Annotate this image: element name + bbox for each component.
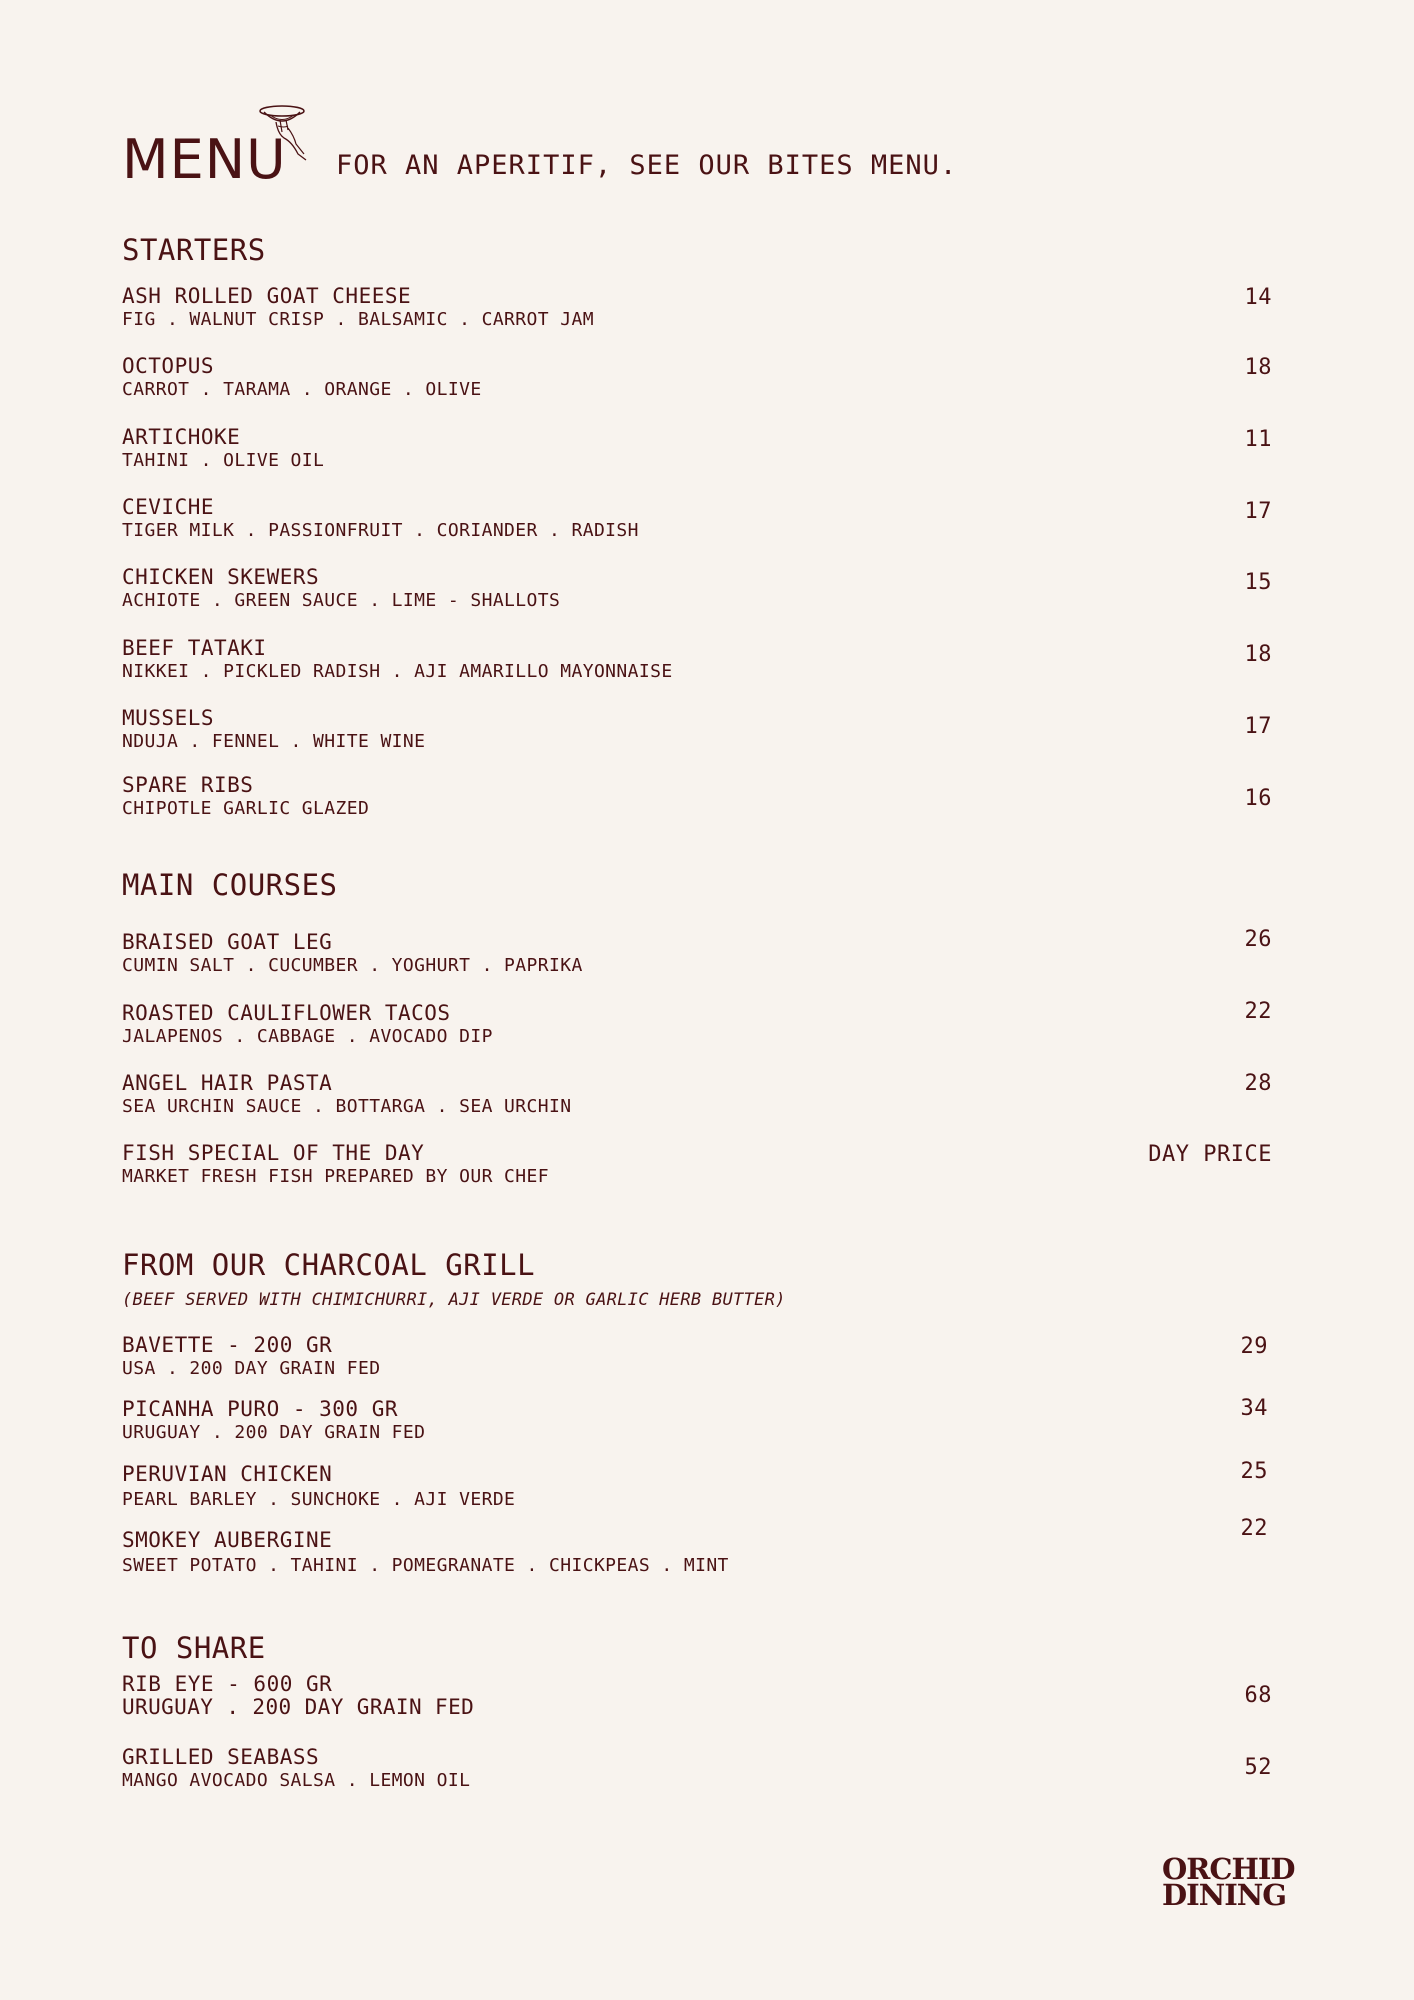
item-description: CUMIN SALT . CUCUMBER . YOGHURT . PAPRIKA [122, 955, 583, 976]
item-description: NDUJA . FENNEL . WHITE WINE [122, 731, 426, 752]
item-price: 14 [1244, 285, 1272, 310]
item-price: 17 [1244, 714, 1272, 739]
item-name: CHICKEN SKEWERS [122, 565, 320, 589]
item-price: 52 [1244, 1755, 1272, 1780]
item-name: SMOKEY AUBERGINE [122, 1528, 333, 1552]
item-description: TAHINI . OLIVE OIL [122, 450, 325, 471]
item-name: OCTOPUS [122, 354, 215, 378]
item-name: FISH SPECIAL OF THE DAY [122, 1141, 425, 1165]
section-note: (BEEF SERVED WITH CHIMICHURRI, AJI VERDE OR GARLIC HERB BUTTER) [122, 1290, 786, 1310]
menu-item [122, 1745, 1272, 1805]
item-price: 25 [1240, 1459, 1268, 1484]
item-name: BAVETTE - 200 GR [122, 1333, 333, 1357]
item-description: ACHIOTE . GREEN SAUCE . LIME - SHALLOTS [122, 590, 561, 611]
menu-item [122, 1397, 1272, 1457]
logo-line-2: DINING [1162, 1878, 1287, 1912]
item-description: TIGER MILK . PASSIONFRUIT . CORIANDER . RADISH [122, 520, 639, 541]
menu-item [122, 636, 1272, 696]
item-price: 68 [1244, 1683, 1272, 1708]
section-title-starters: STARTERS [122, 233, 266, 267]
menu-item [122, 1141, 1272, 1201]
logo-line-1: ORCHID [1162, 1852, 1295, 1886]
item-price: 28 [1244, 1071, 1272, 1096]
menu-item [122, 1333, 1272, 1393]
menu-item [122, 354, 1272, 414]
item-name: ROASTED CAULIFLOWER TACOS [122, 1001, 451, 1025]
menu-item [122, 1071, 1272, 1131]
item-description: SWEET POTATO . TAHINI . POMEGRANATE . CHICKPEAS . MINT [122, 1555, 729, 1576]
item-description: CHIPOTLE GARLIC GLAZED [122, 798, 370, 819]
item-name: ASH ROLLED GOAT CHEESE [122, 284, 412, 308]
item-price: 18 [1244, 355, 1272, 380]
item-name: BRAISED GOAT LEG [122, 930, 333, 954]
menu-item [122, 1672, 1272, 1732]
item-name: ARTICHOKE [122, 425, 241, 449]
item-name: SPARE RIBS [122, 773, 254, 797]
item-description: MARKET FRESH FISH PREPARED BY OUR CHEF [122, 1166, 550, 1187]
item-description: JALAPENOS . CABBAGE . AVOCADO DIP [122, 1026, 493, 1047]
item-description: CARROT . TARAMA . ORANGE . OLIVE [122, 379, 482, 400]
item-name: GRILLED SEABASS [122, 1745, 320, 1769]
section-title-main-courses: MAIN COURSES [122, 868, 338, 902]
menu-item [122, 1001, 1272, 1061]
menu-item [122, 425, 1272, 485]
orchid-dining-logo [1162, 1852, 1295, 1912]
menu-item [122, 495, 1272, 555]
item-name: RIB EYE - 600 GR [122, 1672, 333, 1696]
item-description: URUGUAY . 200 DAY GRAIN FED [122, 1422, 426, 1443]
item-name: CEVICHE [122, 495, 215, 519]
item-description: MANGO AVOCADO SALSA . LEMON OIL [122, 1770, 471, 1791]
section-title-charcoal-grill: FROM OUR CHARCOAL GRILL [122, 1248, 536, 1282]
item-name: PERUVIAN CHICKEN [122, 1462, 333, 1486]
menu-item [122, 706, 1272, 766]
item-description: PEARL BARLEY . SUNCHOKE . AJI VERDE [122, 1489, 516, 1510]
menu-item [122, 773, 1272, 833]
item-description: SEA URCHIN SAUCE . BOTTARGA . SEA URCHIN [122, 1096, 572, 1117]
item-description: NIKKEI . PICKLED RADISH . AJI AMARILLO MAYONNAISE [122, 661, 673, 682]
item-description: USA . 200 DAY GRAIN FED [122, 1358, 381, 1379]
item-name: PICANHA PURO - 300 GR [122, 1397, 399, 1421]
item-price: 22 [1244, 999, 1272, 1024]
menu-item [122, 565, 1272, 625]
menu-header [122, 100, 1272, 200]
item-name: ANGEL HAIR PASTA [122, 1071, 333, 1095]
menu-item [122, 927, 1272, 990]
menu-item [122, 1459, 1272, 1522]
item-price: 17 [1244, 499, 1272, 524]
item-price: 18 [1244, 642, 1272, 667]
menu-page [122, 0, 1295, 2000]
item-price: DAY PRICE [1148, 1142, 1272, 1167]
item-description: FIG . WALNUT CRISP . BALSAMIC . CARROT JAM [122, 309, 594, 330]
item-price: 29 [1240, 1334, 1268, 1359]
cloche-hand-icon [254, 104, 314, 162]
item-description: URUGUAY . 200 DAY GRAIN FED [122, 1695, 475, 1719]
aperitif-note: FOR AN APERITIF, SEE OUR BITES MENU. [336, 150, 958, 181]
item-name: BEEF TATAKI [122, 636, 267, 660]
section-title-to-share: TO SHARE [122, 1631, 266, 1665]
page-title: MENU [122, 128, 287, 191]
menu-item [122, 1516, 1272, 1588]
item-price: 34 [1240, 1396, 1268, 1421]
item-price: 26 [1244, 927, 1272, 952]
menu-item [122, 284, 1272, 344]
item-price: 22 [1240, 1516, 1268, 1541]
item-name: MUSSELS [122, 706, 215, 730]
item-price: 16 [1244, 786, 1272, 811]
item-price: 15 [1244, 570, 1272, 595]
item-price: 11 [1244, 427, 1272, 452]
